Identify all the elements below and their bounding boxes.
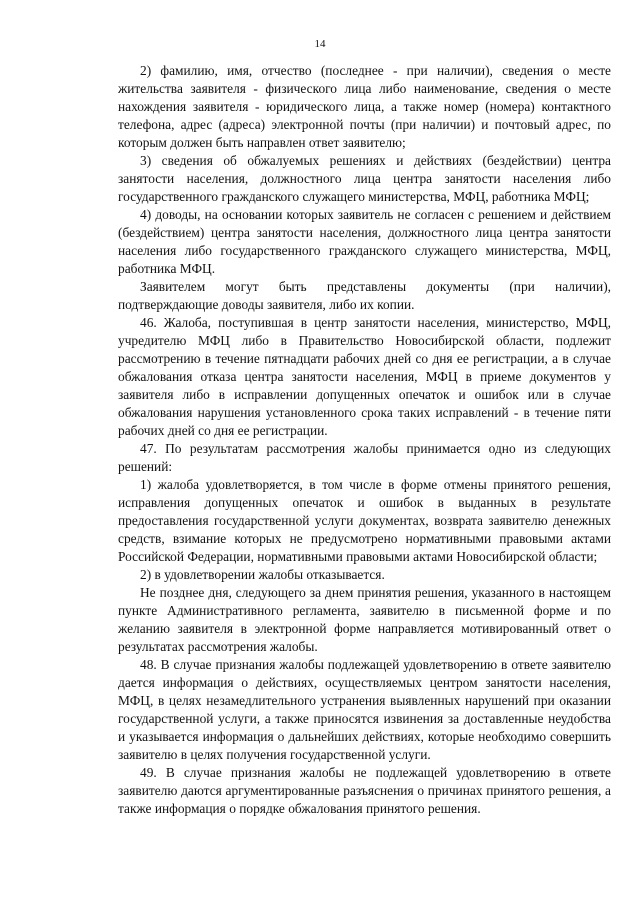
paragraph-item-4: 4) доводы, на основании которых заявитель не согласен с решением и действием (бездействием) центра занятости населения, должностного лица центра занятости населения либо государственного гражданского служащего министерства, МФЦ, работника МФЦ. bbox=[118, 207, 611, 276]
paragraph-response-deadline: Не позднее дня, следующего за днем принятия решения, указанного в настоящем пункте Административного регламента, заявителю в письменной форме и по желанию заявителя в электронной форме направляется мотивированный ответ о результатах рассмотрения жалобы. bbox=[118, 585, 611, 654]
paragraph-48: 48. В случае признания жалобы подлежащей удовлетворению в ответе заявителю дается информация о действиях, осуществляемых центром занятости населения, МФЦ, в целях незамедлительного устранения выявленных нарушений при оказании государственной услуги, а также приносятся извинения за доставленные неудобства и указывается информация о дальнейших действиях, которые необходимо совершить заявителю в целях получения государственной услуги. bbox=[118, 657, 611, 762]
paragraph-47-item-1: 1) жалоба удовлетворяется, в том числе в форме отмены принятого решения, исправления допущенных опечаток и ошибок в выданных в результате предоставления государственной услуги документах, возврата заявителю денежных средств, взимание которых не предусмотрено нормативными правовыми актами Российской Федерации, нормативными правовыми актами Новосибирской области; bbox=[118, 477, 611, 564]
document-body bbox=[118, 62, 611, 818]
paragraph-47: 47. По результатам рассмотрения жалобы принимается одно из следующих решений: bbox=[118, 441, 611, 474]
paragraph-46: 46. Жалоба, поступившая в центр занятости населения, министерство, МФЦ, учредителю МФЦ либо в Правительство Новосибирской области, подлежит рассмотрению в течение пятнадцати рабочих дней со дня ее регистрации, а в случае обжалования отказа центра занятости населения, МФЦ в приеме документов у заявителя либо в исправлении допущенных опечаток и ошибок или в случае обжалования нарушения установленного срока таких исправлений - в течение пяти рабочих дней со дня ее регистрации. bbox=[118, 315, 611, 438]
paragraph-documents: Заявителем могут быть представлены документы (при наличии), подтверждающие доводы заявителя, либо их копии. bbox=[118, 279, 611, 312]
paragraph-49: 49. В случае признания жалобы не подлежащей удовлетворению в ответе заявителю даются аргументированные разъяснения о причинах принятого решения, а также информация о порядке обжалования принятого решения. bbox=[118, 765, 611, 816]
page-number: 14 bbox=[314, 38, 326, 50]
paragraph-item-2: 2) фамилию, имя, отчество (последнее - при наличии), сведения о месте жительства заявителя - физического лица либо наименование, сведения о месте нахождения заявителя - юридического лица, а также номер (номера) контактного телефона, адрес (адреса) электронной почты (при наличии) и почтовый адрес, по которым должен быть направлен ответ заявителю; bbox=[118, 63, 611, 150]
paragraph-47-item-2: 2) в удовлетворении жалобы отказывается. bbox=[140, 567, 385, 582]
paragraph-item-3: 3) сведения об обжалуемых решениях и действиях (бездействии) центра занятости населения, должностного лица центра занятости населения либо государственного гражданского служащего министерства, МФЦ, работника МФЦ; bbox=[118, 153, 611, 204]
